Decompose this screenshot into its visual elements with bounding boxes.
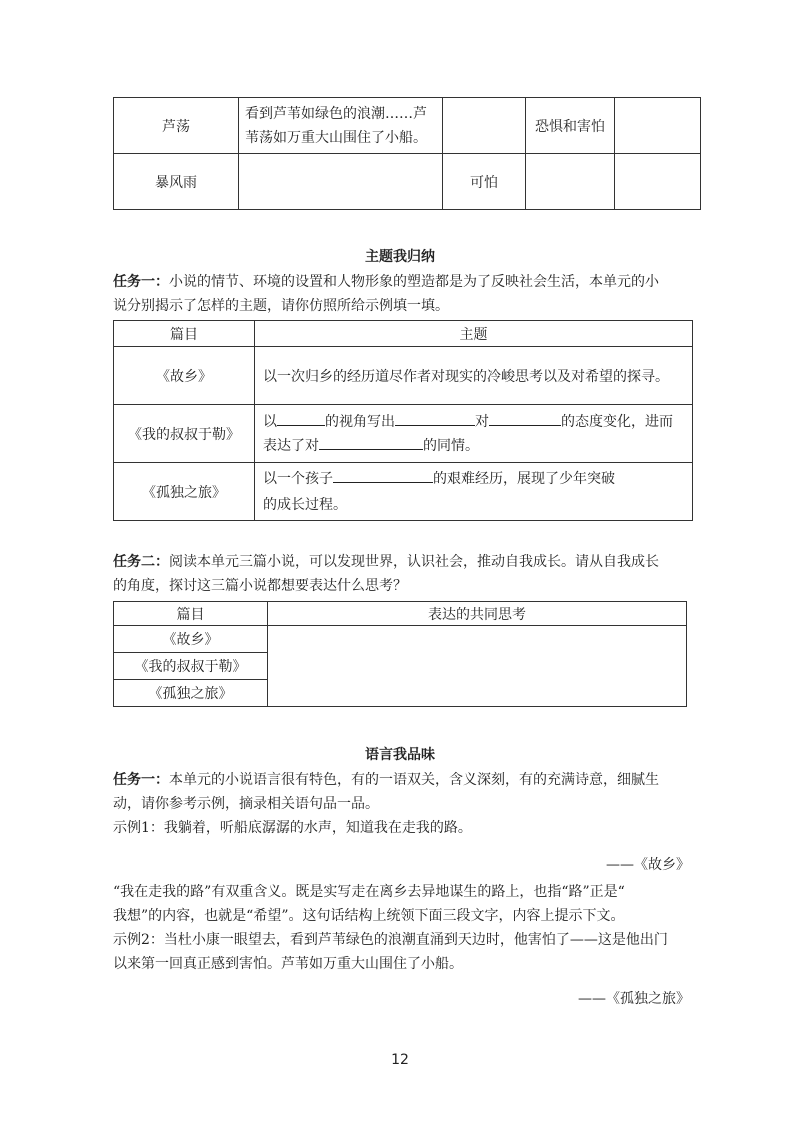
example-label: 示例2： bbox=[113, 932, 164, 948]
task-text: 小说的情节、环境的设置和人物形象的塑造都是为了反映社会生活，本单元的小 bbox=[169, 274, 659, 290]
place-cell: 暴风雨 bbox=[114, 154, 239, 210]
fill-blank[interactable] bbox=[395, 411, 475, 426]
theme-text: 的艰难经历，展现了少年突破 bbox=[433, 470, 615, 487]
example-source: ——《孤独之旅》 bbox=[578, 991, 690, 1007]
description-line: 看到芦苇如绿色的浪潮……芦 bbox=[245, 105, 427, 122]
table-row bbox=[114, 463, 693, 521]
theme-text: 的成长过程。 bbox=[263, 496, 347, 513]
table-row bbox=[114, 602, 687, 626]
task-label: 任务二： bbox=[113, 554, 169, 570]
task-text: 动，请你参考示例，摘录相关语句品一品。 bbox=[113, 796, 379, 812]
task-paragraph bbox=[113, 768, 693, 840]
theme-text: 对 bbox=[475, 413, 489, 430]
example-text: 当杜小康一眼望去，看到芦苇绿色的浪潮直涌到天边时，他害怕了——这是他出门 bbox=[163, 932, 668, 948]
theme-cell bbox=[255, 405, 693, 463]
top-table bbox=[113, 97, 701, 210]
header-cell: 表达的共同思考 bbox=[268, 602, 687, 626]
title-cell: 《故乡》 bbox=[114, 626, 268, 653]
table-row bbox=[114, 321, 693, 347]
description-cell bbox=[239, 154, 443, 210]
theme-text: 以 bbox=[263, 413, 277, 430]
description-cell bbox=[239, 98, 443, 154]
task-paragraph bbox=[113, 550, 693, 598]
table-row bbox=[114, 626, 687, 653]
analysis-text: “我在走我的路”有双重含义。既是实写走在离乡去异地谋生的路上，也指“路”正是“ bbox=[113, 884, 625, 900]
fill-blank[interactable] bbox=[277, 411, 325, 426]
table-cell bbox=[615, 154, 701, 210]
title-cell: 《故乡》 bbox=[114, 347, 255, 405]
task-text: 说分别揭示了怎样的主题，请你仿照所给示例填一填。 bbox=[113, 298, 449, 314]
section-heading: 语言我品味 bbox=[365, 747, 435, 763]
task-label: 任务一： bbox=[113, 772, 169, 788]
table-cell: 可怕 bbox=[443, 154, 526, 210]
title-cell: 《我的叔叔于勒》 bbox=[114, 653, 268, 680]
theme-table bbox=[113, 320, 693, 521]
task-text: 本单元的小说语言很有特色，有的一语双关，含义深刻，有的充满诗意，细腻生 bbox=[169, 772, 659, 788]
table-row bbox=[114, 347, 693, 405]
task-label: 任务一： bbox=[113, 274, 169, 290]
thought-table bbox=[113, 601, 687, 707]
table-cell bbox=[615, 98, 701, 154]
example-text: 我躺着，听船底潺潺的水声，知道我在走我的路。 bbox=[163, 820, 472, 836]
section-heading: 主题我归纳 bbox=[365, 249, 435, 265]
page-number: 12 bbox=[391, 1052, 409, 1068]
theme-text: 的视角写出 bbox=[325, 413, 395, 430]
table-row bbox=[114, 98, 701, 154]
theme-text: 表达了对 bbox=[263, 437, 319, 454]
table-cell bbox=[526, 154, 615, 210]
theme-text: 的同情。 bbox=[423, 437, 479, 454]
task-paragraph bbox=[113, 270, 693, 318]
example-label: 示例1： bbox=[113, 820, 164, 836]
theme-cell: 以一次归乡的经历道尽作者对现实的冷峻思考以及对希望的探寻。 bbox=[255, 347, 693, 405]
example-text: 以来第一回真正感到害怕。芦苇如万重大山围住了小船。 bbox=[113, 956, 463, 972]
table-row bbox=[114, 154, 701, 210]
fill-blank[interactable] bbox=[333, 468, 433, 483]
theme-text: 以一个孩子 bbox=[263, 470, 333, 487]
example-source: ——《故乡》 bbox=[606, 857, 690, 873]
theme-text: 的态度变化，进而 bbox=[561, 413, 673, 430]
header-cell: 篇目 bbox=[114, 602, 268, 626]
title-cell: 《我的叔叔于勒》 bbox=[114, 405, 255, 463]
header-cell: 主题 bbox=[255, 321, 693, 347]
thought-cell[interactable] bbox=[268, 626, 687, 707]
theme-cell bbox=[255, 463, 693, 521]
task-text: 阅读本单元三篇小说，可以发现世界，认识社会，推动自我成长。请从自我成长 bbox=[169, 554, 659, 570]
header-cell: 篇目 bbox=[114, 321, 255, 347]
fill-blank[interactable] bbox=[319, 435, 423, 450]
analysis-paragraph bbox=[113, 880, 698, 976]
table-row bbox=[114, 405, 693, 463]
description-line: 苇荡如万重大山围住了小船。 bbox=[245, 129, 427, 146]
analysis-text: 我想”的内容，也就是“希望”。这句话结构上统领下面三段文字，内容上提示下文。 bbox=[113, 908, 625, 924]
title-cell: 《孤独之旅》 bbox=[114, 463, 255, 521]
table-cell: 恐惧和害怕 bbox=[526, 98, 615, 154]
task-text: 的角度，探讨这三篇小说都想要表达什么思考？ bbox=[113, 578, 407, 594]
place-cell: 芦荡 bbox=[114, 98, 239, 154]
title-cell: 《孤独之旅》 bbox=[114, 680, 268, 707]
fill-blank[interactable] bbox=[489, 411, 561, 426]
table-cell bbox=[443, 98, 526, 154]
